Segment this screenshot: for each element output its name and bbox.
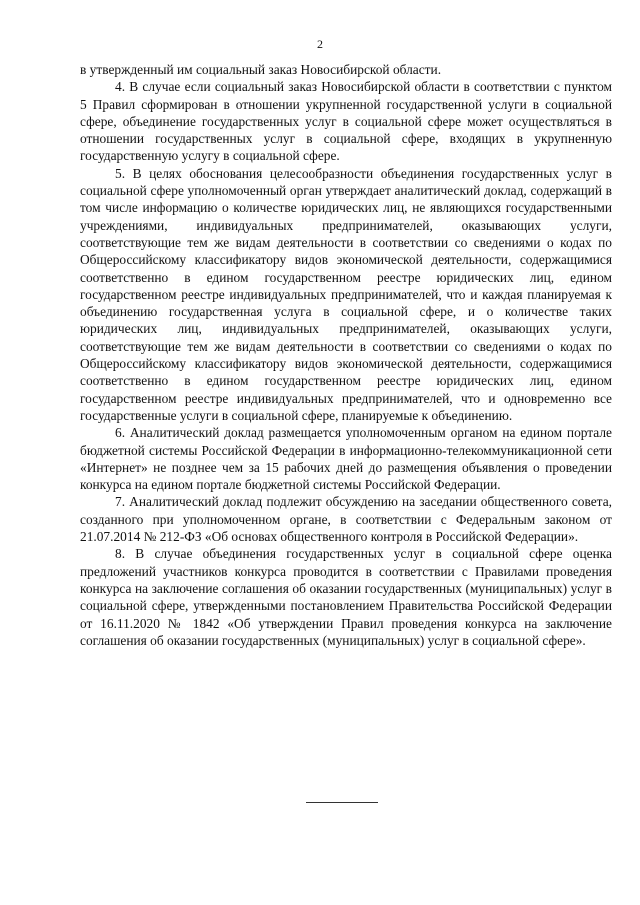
page-number: 2	[317, 37, 323, 51]
document-body	[80, 61, 612, 649]
end-of-document-rule	[306, 802, 378, 803]
paragraph-7: 7. Аналитический доклад подлежит обсуждению на заседании общественного совета, созданного при уполномоченном органе, в соответствии с Федеральным законом от 21.07.2014 № 212-ФЗ «Об основах общественного контроля в Российской Федерации».	[80, 494, 612, 545]
paragraph-continuation: в утвержденный им социальный заказ Новосибирской области.	[80, 62, 442, 77]
paragraph-4: 4. В случае если социальный заказ Новосибирской области в соответствии с пунктом 5 Правил сформирован в отношении укрупненной государственной услуги в социальной сфере, объединение государственных услуг в социальной сфере может осуществляться в отношении государственных услуг в социальной сфере, входящих в укрупненную государственную услугу в социальной сфере.	[80, 79, 612, 164]
paragraph-6: 6. Аналитический доклад размещается уполномоченным органом на едином портале бюджетной системы Российской Федерации в информационно-телекоммуникационной сети «Интернет» не позднее чем за 15 рабочих дней до размещения объявления о проведении конкурса на едином портале бюджетной системы Российской Федерации.	[80, 425, 612, 493]
paragraph-5: 5. В целях обоснования целесообразности объединения государственных услуг в социальной сфере уполномоченный орган утверждает аналитический доклад, содержащий в том числе информацию о количестве юридических лиц, не являющихся государственными учреждениями, индивидуальных предпринимателей, оказывающих услуги, соответствующие тем же видам деятельности в соответствии со сведениями о кодах по Общероссийскому классификатору видов экономической деятельности, содержащимися соответственно в едином государственном реестре юридических лиц, едином государственном реестре индивидуальных предпринимателей, что и каждая планируемая к объединению государственная услуга в социальной сфере, и о количестве таких юридических лиц, индивидуальных предпринимателей, оказывающих услуги, соответствующие тем же видам деятельности в соответствии со сведениями о кодах по Общероссийскому классификатору видов экономической деятельности, содержащимися соответственно в едином государственном реестре юридических лиц, едином государственном реестре индивидуальных предпринимателей, что и одновременно все государственные услуги в социальной сфере, планируемые к объединению.	[80, 165, 612, 423]
paragraph-8: 8. В случае объединения государственных услуг в социальной сфере оценка предложений участников конкурса проводится в соответствии с Правилами проведения конкурса на заключение соглашения об оказании государственных (муниципальных) услуг в социальной сфере, утвержденными постановлением Правительства Российской Федерации от 16.11.2020 № 1842 «Об утверждении Правил проведения конкурса на заключение соглашения об оказании государственных (муниципальных) услуг в социальной сфере».	[80, 546, 612, 648]
